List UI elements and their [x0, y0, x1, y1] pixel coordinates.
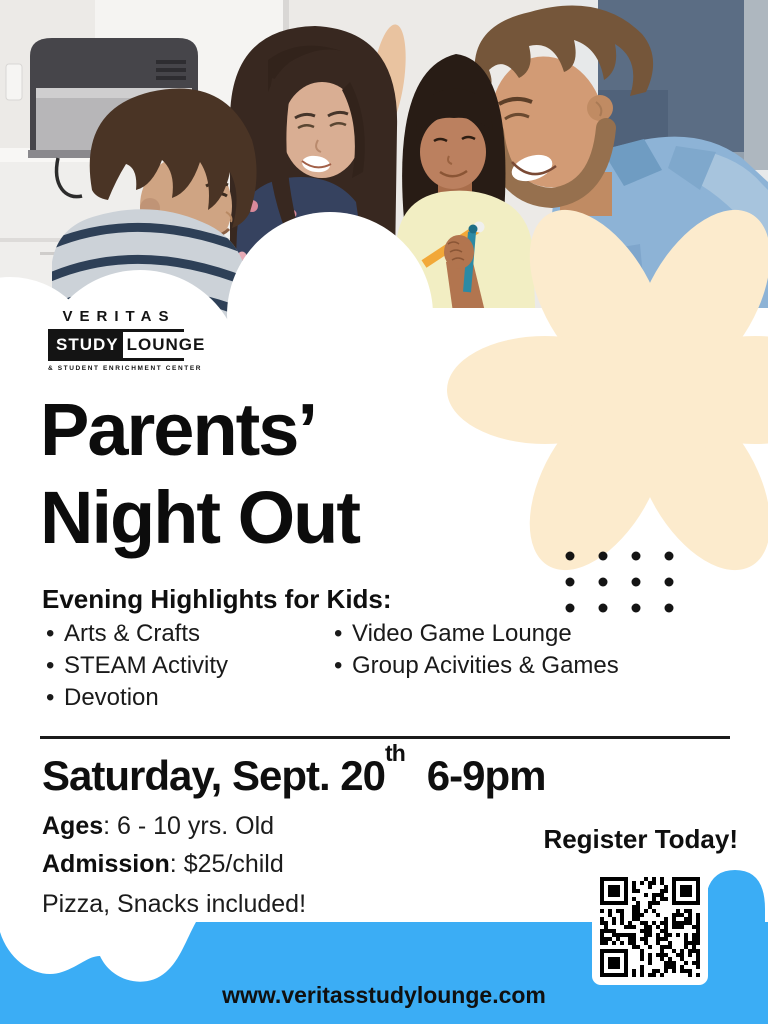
ages-value: : 6 - 10 yrs. Old: [103, 812, 275, 840]
logo-box: [48, 329, 206, 361]
qr-code: [600, 877, 700, 977]
ages-line: [42, 812, 274, 841]
logo-brand-text: VERITAS: [62, 308, 176, 325]
admission-value: : $25/child: [169, 850, 284, 878]
list-item: • Group Acivities & Games: [334, 652, 714, 684]
logo-tagline: & STUDENT ENRICHMENT CENTER: [48, 365, 203, 372]
bullet-icon: [46, 684, 64, 712]
bullet-icon: [46, 620, 64, 648]
ages-label: Ages: [42, 812, 104, 840]
includes-line: Pizza, Snacks included!: [42, 890, 307, 918]
highlights-heading: Evening Highlights for Kids:: [42, 584, 392, 614]
logo-box-lounge: LOUNGE: [123, 332, 210, 358]
title-line-1: Parents’: [40, 388, 317, 471]
bullet-icon: [334, 652, 352, 680]
event-time: 6-9pm: [426, 752, 546, 799]
register-today-text: Register Today!: [543, 824, 738, 854]
divider-line: [40, 736, 730, 739]
logo-box-study: STUDY: [51, 332, 123, 358]
list-item: • STEAM Activity: [46, 652, 326, 684]
qr-card: [592, 868, 708, 985]
list-item: • Arts & Crafts: [46, 620, 326, 652]
veritas-logo: [48, 308, 206, 372]
dot-grid-decoration: [556, 542, 686, 622]
website-url: www.veritasstudylounge.com: [222, 982, 546, 1008]
event-date: Saturday, Sept. 20: [42, 752, 386, 799]
title-line-2: Night Out: [40, 476, 360, 559]
light-switch: [6, 64, 22, 100]
highlights-right-column: [334, 620, 714, 684]
highlights-left-column: [46, 620, 326, 716]
list-item: • Devotion: [46, 684, 326, 716]
page-title: [40, 386, 359, 562]
date-ordinal-suffix: th: [385, 740, 405, 766]
bullet-icon: [46, 652, 64, 680]
bullet-icon: [334, 620, 352, 648]
event-date-heading: [42, 740, 546, 800]
list-item: • Video Game Lounge: [334, 620, 714, 652]
admission-label: Admission: [42, 850, 170, 878]
flower-decoration: [420, 180, 768, 600]
